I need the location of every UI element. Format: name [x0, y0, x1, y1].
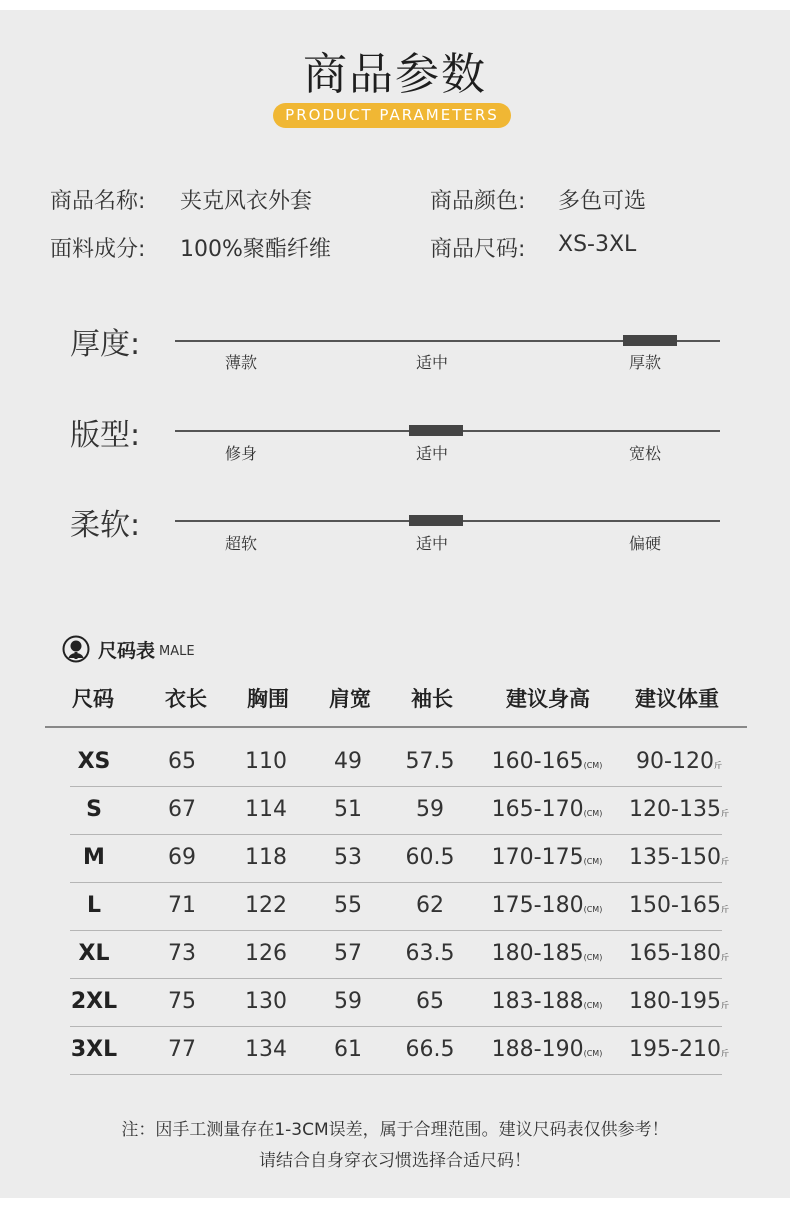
cell-length: [168, 1026, 196, 1074]
cell-size-value: XS: [77, 749, 111, 774]
cell-size-value: L: [86, 893, 102, 918]
scale-tick: 宽松: [628, 444, 662, 463]
cell-chest-value: 118: [245, 845, 287, 870]
cell-length: [168, 834, 196, 882]
scale-tick: 薄款: [224, 353, 258, 372]
cell-shoulder-value: 49: [334, 749, 362, 774]
cell-size: [71, 978, 117, 1026]
cell-height-value: 165-170: [491, 797, 584, 822]
cell-height-unit: (CM): [583, 953, 603, 962]
cell-weight-value: 120-135: [629, 797, 721, 822]
cell-weight: [636, 738, 722, 786]
cell-chest-value: 134: [245, 1037, 287, 1062]
cell-height: [492, 1026, 603, 1074]
cell-weight: [629, 786, 729, 834]
table-row: [70, 930, 729, 979]
cell-length-value: 65: [168, 749, 196, 774]
cell-shoulder-value: 57: [334, 941, 362, 966]
column-header-height: 建议身高: [506, 687, 590, 711]
cell-height-value: 180-185: [491, 941, 584, 966]
cell-size-value: 2XL: [70, 989, 118, 1014]
column-header-shoulder: 肩宽: [329, 687, 371, 711]
cell-shoulder: [334, 930, 362, 978]
cell-weight-unit: 斤: [720, 905, 729, 914]
cell-chest: [245, 882, 287, 930]
cell-height-value: 183-188: [491, 989, 584, 1014]
cell-height-unit: (CM): [583, 761, 603, 770]
material-value: 100%聚酯纤维: [180, 237, 331, 262]
cell-chest: [245, 978, 287, 1026]
scale-label: 柔软:: [70, 508, 141, 543]
name-value: 夹克风衣外套: [180, 189, 313, 214]
scale-label: 厚度:: [70, 327, 141, 362]
cell-chest-value: 122: [245, 893, 287, 918]
cell-weight-value: 150-165: [629, 893, 721, 918]
cell-weight-value: 195-210: [629, 1037, 721, 1062]
cell-shoulder-value: 51: [334, 797, 362, 822]
scale-marker: [623, 335, 677, 346]
scale-tick: 超软: [224, 534, 258, 553]
cell-shoulder-value: 59: [334, 989, 362, 1014]
cell-height: [492, 786, 603, 834]
cell-weight: [629, 930, 729, 978]
cell-weight-value: 180-195: [629, 989, 721, 1014]
cell-height-unit: (CM): [583, 857, 603, 866]
scale-tick: 适中: [415, 353, 449, 372]
cell-height: [492, 738, 603, 786]
cell-shoulder: [334, 738, 362, 786]
cell-chest-value: 126: [245, 941, 287, 966]
cell-weight: [629, 1026, 729, 1074]
table-row: [70, 882, 729, 931]
cell-sleeve-value: 59: [416, 797, 444, 822]
cell-chest: [245, 786, 287, 834]
cell-shoulder: [334, 834, 362, 882]
size-range-label: 商品尺码:: [430, 237, 526, 262]
cell-weight-unit: 斤: [720, 809, 729, 818]
cell-shoulder-value: 55: [334, 893, 362, 918]
cell-height: [492, 930, 603, 978]
table-row: [70, 786, 729, 835]
cell-sleeve-value: 60.5: [405, 845, 455, 870]
cell-length-value: 71: [168, 893, 196, 918]
table-row: [70, 738, 722, 787]
table-row: [70, 978, 729, 1027]
cell-shoulder: [334, 786, 362, 834]
scale-marker: [409, 515, 463, 526]
cell-weight-unit: 斤: [713, 761, 722, 770]
cell-sleeve-value: 65: [416, 989, 444, 1014]
table-row: [70, 1026, 729, 1075]
cell-size-value: 3XL: [70, 1037, 118, 1062]
cell-sleeve-value: 57.5: [405, 749, 455, 774]
scale-label: 版型:: [70, 418, 141, 453]
cell-sleeve-value: 63.5: [405, 941, 455, 966]
size-chart-subtitle: MALE: [159, 643, 195, 659]
cell-size-value: XL: [78, 941, 110, 966]
cell-height-value: 160-165: [491, 749, 584, 774]
cell-height: [492, 882, 603, 930]
cell-length: [168, 978, 196, 1026]
cell-sleeve: [406, 834, 455, 882]
cell-weight: [629, 834, 729, 882]
cell-weight-unit: 斤: [720, 1001, 729, 1010]
cell-weight: [629, 978, 729, 1026]
cell-size: [79, 930, 110, 978]
cell-height-unit: (CM): [583, 905, 603, 914]
cell-shoulder: [334, 1026, 362, 1074]
cell-height-unit: (CM): [583, 1049, 603, 1058]
cell-size: [83, 834, 105, 882]
scale-tick: 偏硬: [628, 534, 662, 553]
person-silhouette-icon: [62, 635, 90, 663]
scale-tick: 厚款: [628, 353, 662, 372]
cell-weight-unit: 斤: [720, 953, 729, 962]
cell-sleeve: [416, 786, 444, 834]
cell-sleeve: [406, 1026, 455, 1074]
cell-chest: [245, 930, 287, 978]
color-label: 商品颜色:: [430, 189, 526, 214]
cell-sleeve: [416, 978, 444, 1026]
cell-chest: [245, 738, 287, 786]
column-header-weight: 建议体重: [635, 687, 719, 711]
scale-tick: 修身: [224, 444, 258, 463]
cell-shoulder: [334, 882, 362, 930]
cell-chest-value: 114: [245, 797, 287, 822]
scale-marker: [409, 425, 463, 436]
cell-weight-value: 165-180: [629, 941, 721, 966]
cell-size-value: M: [83, 845, 105, 870]
column-header-sleeve: 袖长: [411, 687, 453, 711]
column-header-chest: 胸围: [247, 687, 289, 711]
cell-length: [168, 882, 196, 930]
cell-shoulder: [334, 978, 362, 1026]
cell-length-value: 73: [168, 941, 196, 966]
cell-weight-value: 90-120: [636, 749, 714, 774]
cell-chest-value: 110: [245, 749, 287, 774]
cell-length-value: 69: [168, 845, 196, 870]
size-chart-header: [62, 634, 195, 664]
cell-sleeve: [406, 930, 455, 978]
subtitle-badge: PRODUCT PARAMETERS: [273, 103, 511, 128]
size-range-value: XS-3XL: [558, 232, 637, 257]
page-title: 商品参数: [303, 49, 487, 100]
scale-tick: 适中: [415, 444, 449, 463]
cell-size: [78, 738, 111, 786]
cell-weight-unit: 斤: [720, 857, 729, 866]
cell-sleeve: [416, 882, 444, 930]
cell-shoulder-value: 53: [334, 845, 362, 870]
name-label: 商品名称:: [50, 189, 146, 214]
cell-chest: [245, 834, 287, 882]
scale-tick: 适中: [415, 534, 449, 553]
header-divider: [45, 726, 747, 728]
cell-sleeve: [406, 738, 455, 786]
cell-length: [168, 738, 196, 786]
cell-height-unit: (CM): [583, 1001, 603, 1010]
column-header-size: 尺码: [72, 687, 114, 711]
cell-length: [168, 930, 196, 978]
cell-length-value: 67: [168, 797, 196, 822]
cell-size-value: S: [86, 797, 102, 822]
note-line-1: 注：因手工测量存在1-3CM误差，属于合理范围。建议尺码表仅供参考！: [121, 1120, 669, 1140]
color-value: 多色可选: [558, 189, 647, 214]
cell-length-value: 75: [168, 989, 196, 1014]
cell-shoulder-value: 61: [334, 1037, 362, 1062]
cell-chest-value: 130: [245, 989, 287, 1014]
cell-chest: [245, 1026, 287, 1074]
note-line-2: 请结合自身穿衣习惯选择合适尺码！: [259, 1151, 531, 1171]
column-header-length: 衣长: [165, 687, 207, 711]
cell-height: [492, 834, 603, 882]
cell-height-value: 170-175: [491, 845, 584, 870]
cell-length-value: 77: [168, 1037, 196, 1062]
cell-size: [87, 882, 101, 930]
cell-sleeve-value: 66.5: [405, 1037, 455, 1062]
cell-length: [168, 786, 196, 834]
cell-sleeve-value: 62: [416, 893, 444, 918]
size-chart-title: 尺码表: [98, 639, 156, 662]
cell-height-value: 188-190: [491, 1037, 584, 1062]
cell-weight: [629, 882, 729, 930]
cell-height-value: 175-180: [491, 893, 584, 918]
cell-weight-unit: 斤: [720, 1049, 729, 1058]
material-label: 面料成分:: [50, 237, 146, 262]
cell-size: [86, 786, 102, 834]
cell-height: [492, 978, 603, 1026]
cell-size: [71, 1026, 117, 1074]
table-row: [70, 834, 729, 883]
cell-height-unit: (CM): [583, 809, 603, 818]
cell-weight-value: 135-150: [629, 845, 721, 870]
